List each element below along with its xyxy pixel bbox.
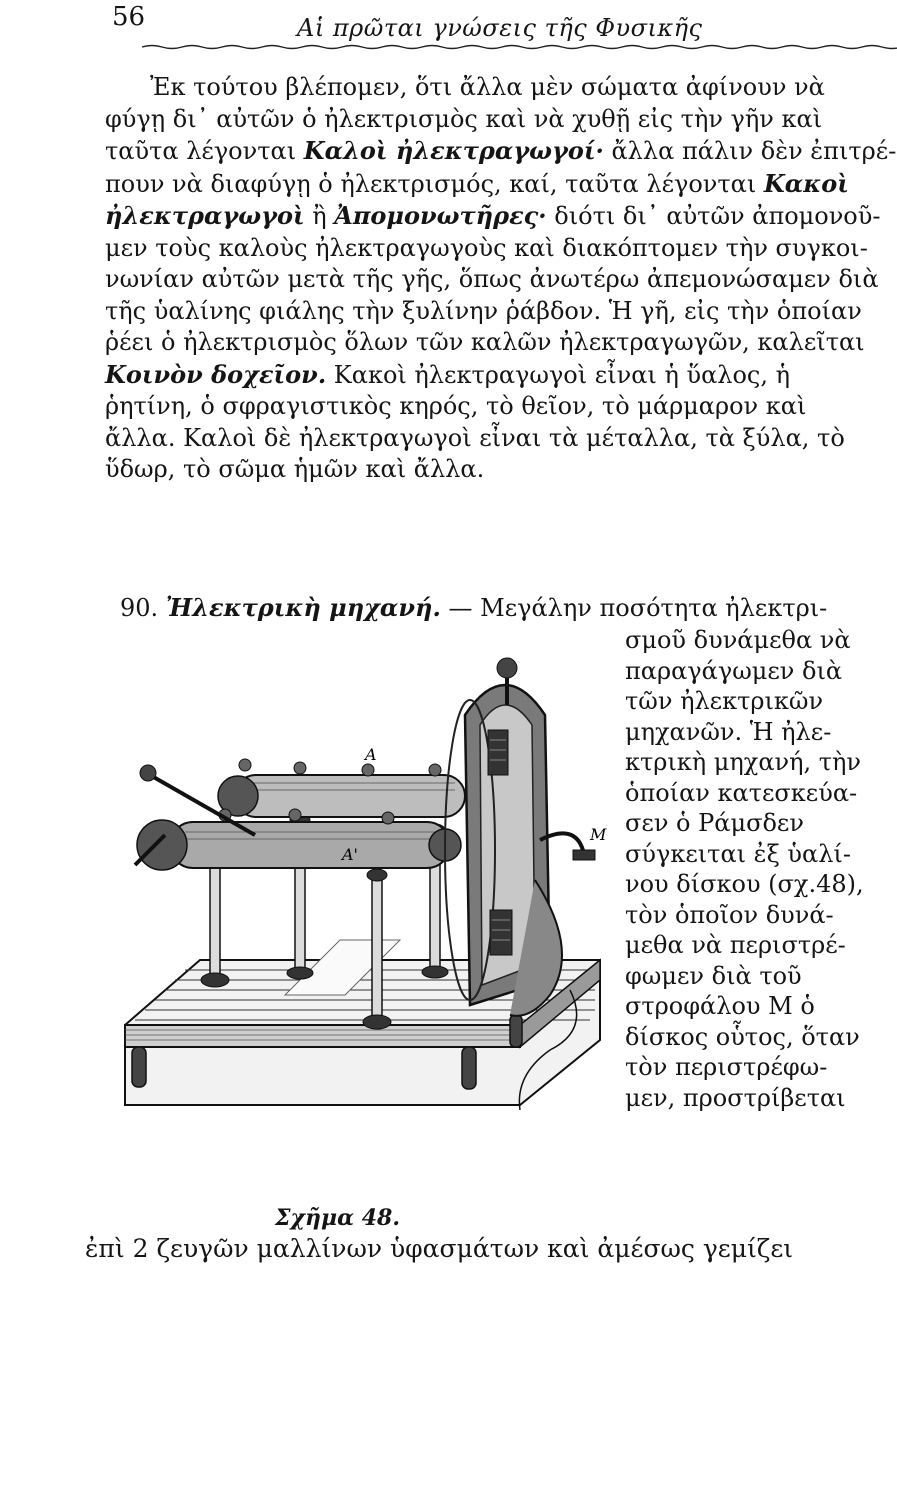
text-line: μεν, προστρίβεται [625, 1083, 846, 1112]
figure-caption: Σχῆμα 48. [275, 1205, 400, 1231]
text-line: νωνίαν αὐτῶν μετὰ τῆς γῆς, ὅπως ἀνωτέρω ἀπεμονώσαμεν διὰ [105, 265, 879, 293]
text-line: μηχανῶν. Ἡ ἠλε- [625, 717, 832, 746]
page-header [112, 0, 872, 60]
section-number: 90. [120, 594, 166, 622]
text-line: σμοῦ δυνάμεθα νὰ [625, 626, 851, 654]
text-line: φύγῃ δι᾽ αὐτῶν ὁ ἠλεκτρισμὸς καὶ νὰ χυθῇ εἰς τὴν γῆν καὶ [105, 104, 823, 133]
running-head: Αἱ πρῶται γνώσεις τῆς Φυσικῆς [297, 14, 703, 42]
figure-label-m: M [590, 825, 607, 844]
text-run: ταῦτα λέγονται [105, 137, 304, 165]
figure-label-a-prime: A' [342, 845, 358, 864]
text-line [105, 168, 875, 201]
text-line: ὕδωρ, τὸ σῶμα ἡμῶν καὶ ἄλλα. [105, 455, 485, 483]
text-line: ῥέει ὁ ἠλεκτρισμὸς ὅλων τῶν καλῶν ἠλεκτραγωγῶν, καλεῖται [105, 328, 865, 356]
text-line: παραγάγωμεν διὰ [625, 656, 843, 685]
text-run: Κακοὶ ἠλεκτραγωγοὶ εἶναι ἡ ὕαλος, ἡ [326, 360, 791, 389]
text-line [105, 359, 875, 392]
text-line [105, 200, 881, 233]
term-conductors: ἠλεκτραγωγοὶ [105, 201, 305, 230]
text-line: δίσκος οὗτος, ὅταν [625, 1022, 860, 1051]
text-line: φωμεν διὰ τοῦ [625, 961, 802, 990]
text-line: τῶν ἠλεκτρικῶν [625, 687, 824, 715]
text-line: ὁποίαν κατεσκεύα- [625, 778, 858, 807]
text-line: τὸν περιστρέφω- [625, 1053, 828, 1081]
text-line: μεν τοὺς καλοὺς ἠλεκτραγωγοὺς καὶ διακόπτομεν τὴν συγκοι- [105, 233, 868, 262]
page-number: 56 [112, 2, 146, 32]
text-line: τὸν ὁποῖον δυνά- [625, 900, 834, 929]
text-line: στροφάλου Μ ὁ [625, 992, 815, 1020]
term-good-conductors: Καλοὶ ἠλεκτραγωγοί· [303, 136, 604, 165]
text-run: πουν νὰ διαφύγῃ ὁ ἠλεκτρισμός, καί, ταῦτα λέγονται [105, 169, 764, 198]
body-text [105, 72, 897, 486]
term-insulators: Ἀπομονωτῆρες· [334, 201, 547, 230]
text-run: ἢ [304, 202, 335, 230]
text-line: κτρικὴ μηχανή, τὴν [625, 748, 862, 776]
text-line [105, 135, 897, 168]
header-rule [142, 44, 897, 50]
text-line: Ἐκ τούτου βλέπομεν, ὅτι ἄλλα μὲν σώματα ἀφίνουν νὰ [150, 73, 825, 101]
text-line: ἐπὶ 2 ζευγῶν μαλλίνων ὑφασμάτων καὶ ἀμέσως γεμίζει [85, 1234, 794, 1263]
section-title: Ἠλεκτρικὴ μηχανή. [165, 593, 441, 622]
text-run: — Μεγάλην ποσότητα ἠλεκτρι- [440, 594, 828, 622]
text-run: διότι δι᾽ αὐτῶν ἀπομονοῦ- [546, 202, 881, 230]
electrical-machine-illustration [110, 650, 620, 1200]
section-heading-line [120, 593, 827, 622]
text-line: μεθα νὰ περιστρέ- [625, 931, 846, 959]
wrapped-text-column [625, 625, 875, 1113]
text-run: ἄλλα πάλιν δὲν ἐπιτρέ- [603, 137, 897, 165]
term-common-reservoir: Κοινὸν δοχεῖον. [105, 359, 327, 389]
term-bad: Κακοὶ [763, 168, 849, 198]
text-line: σεν ὁ Ράμσδεν [625, 809, 804, 837]
text-line: νου δίσκου (σχ.48), [625, 870, 864, 898]
text-line: τῆς ὑαλίνης φιάλης τὴν ξυλίνην ῥάβδον. Ἡ γῆ, εἰς τὴν ὁποίαν [105, 296, 862, 325]
text-line: ῥητίνη, ὁ σφραγιστικὸς κηρός, τὸ θεῖον, τὸ μάρμαρον καὶ [105, 392, 807, 420]
figure-label-a: A [365, 745, 377, 764]
text-line: σύγκειται ἐξ ὑαλί- [625, 839, 851, 868]
text-line: ἄλλα. Καλοὶ δὲ ἠλεκτραγωγοὶ εἶναι τὰ μέταλλα, τὰ ξύλα, τὸ [105, 423, 845, 452]
